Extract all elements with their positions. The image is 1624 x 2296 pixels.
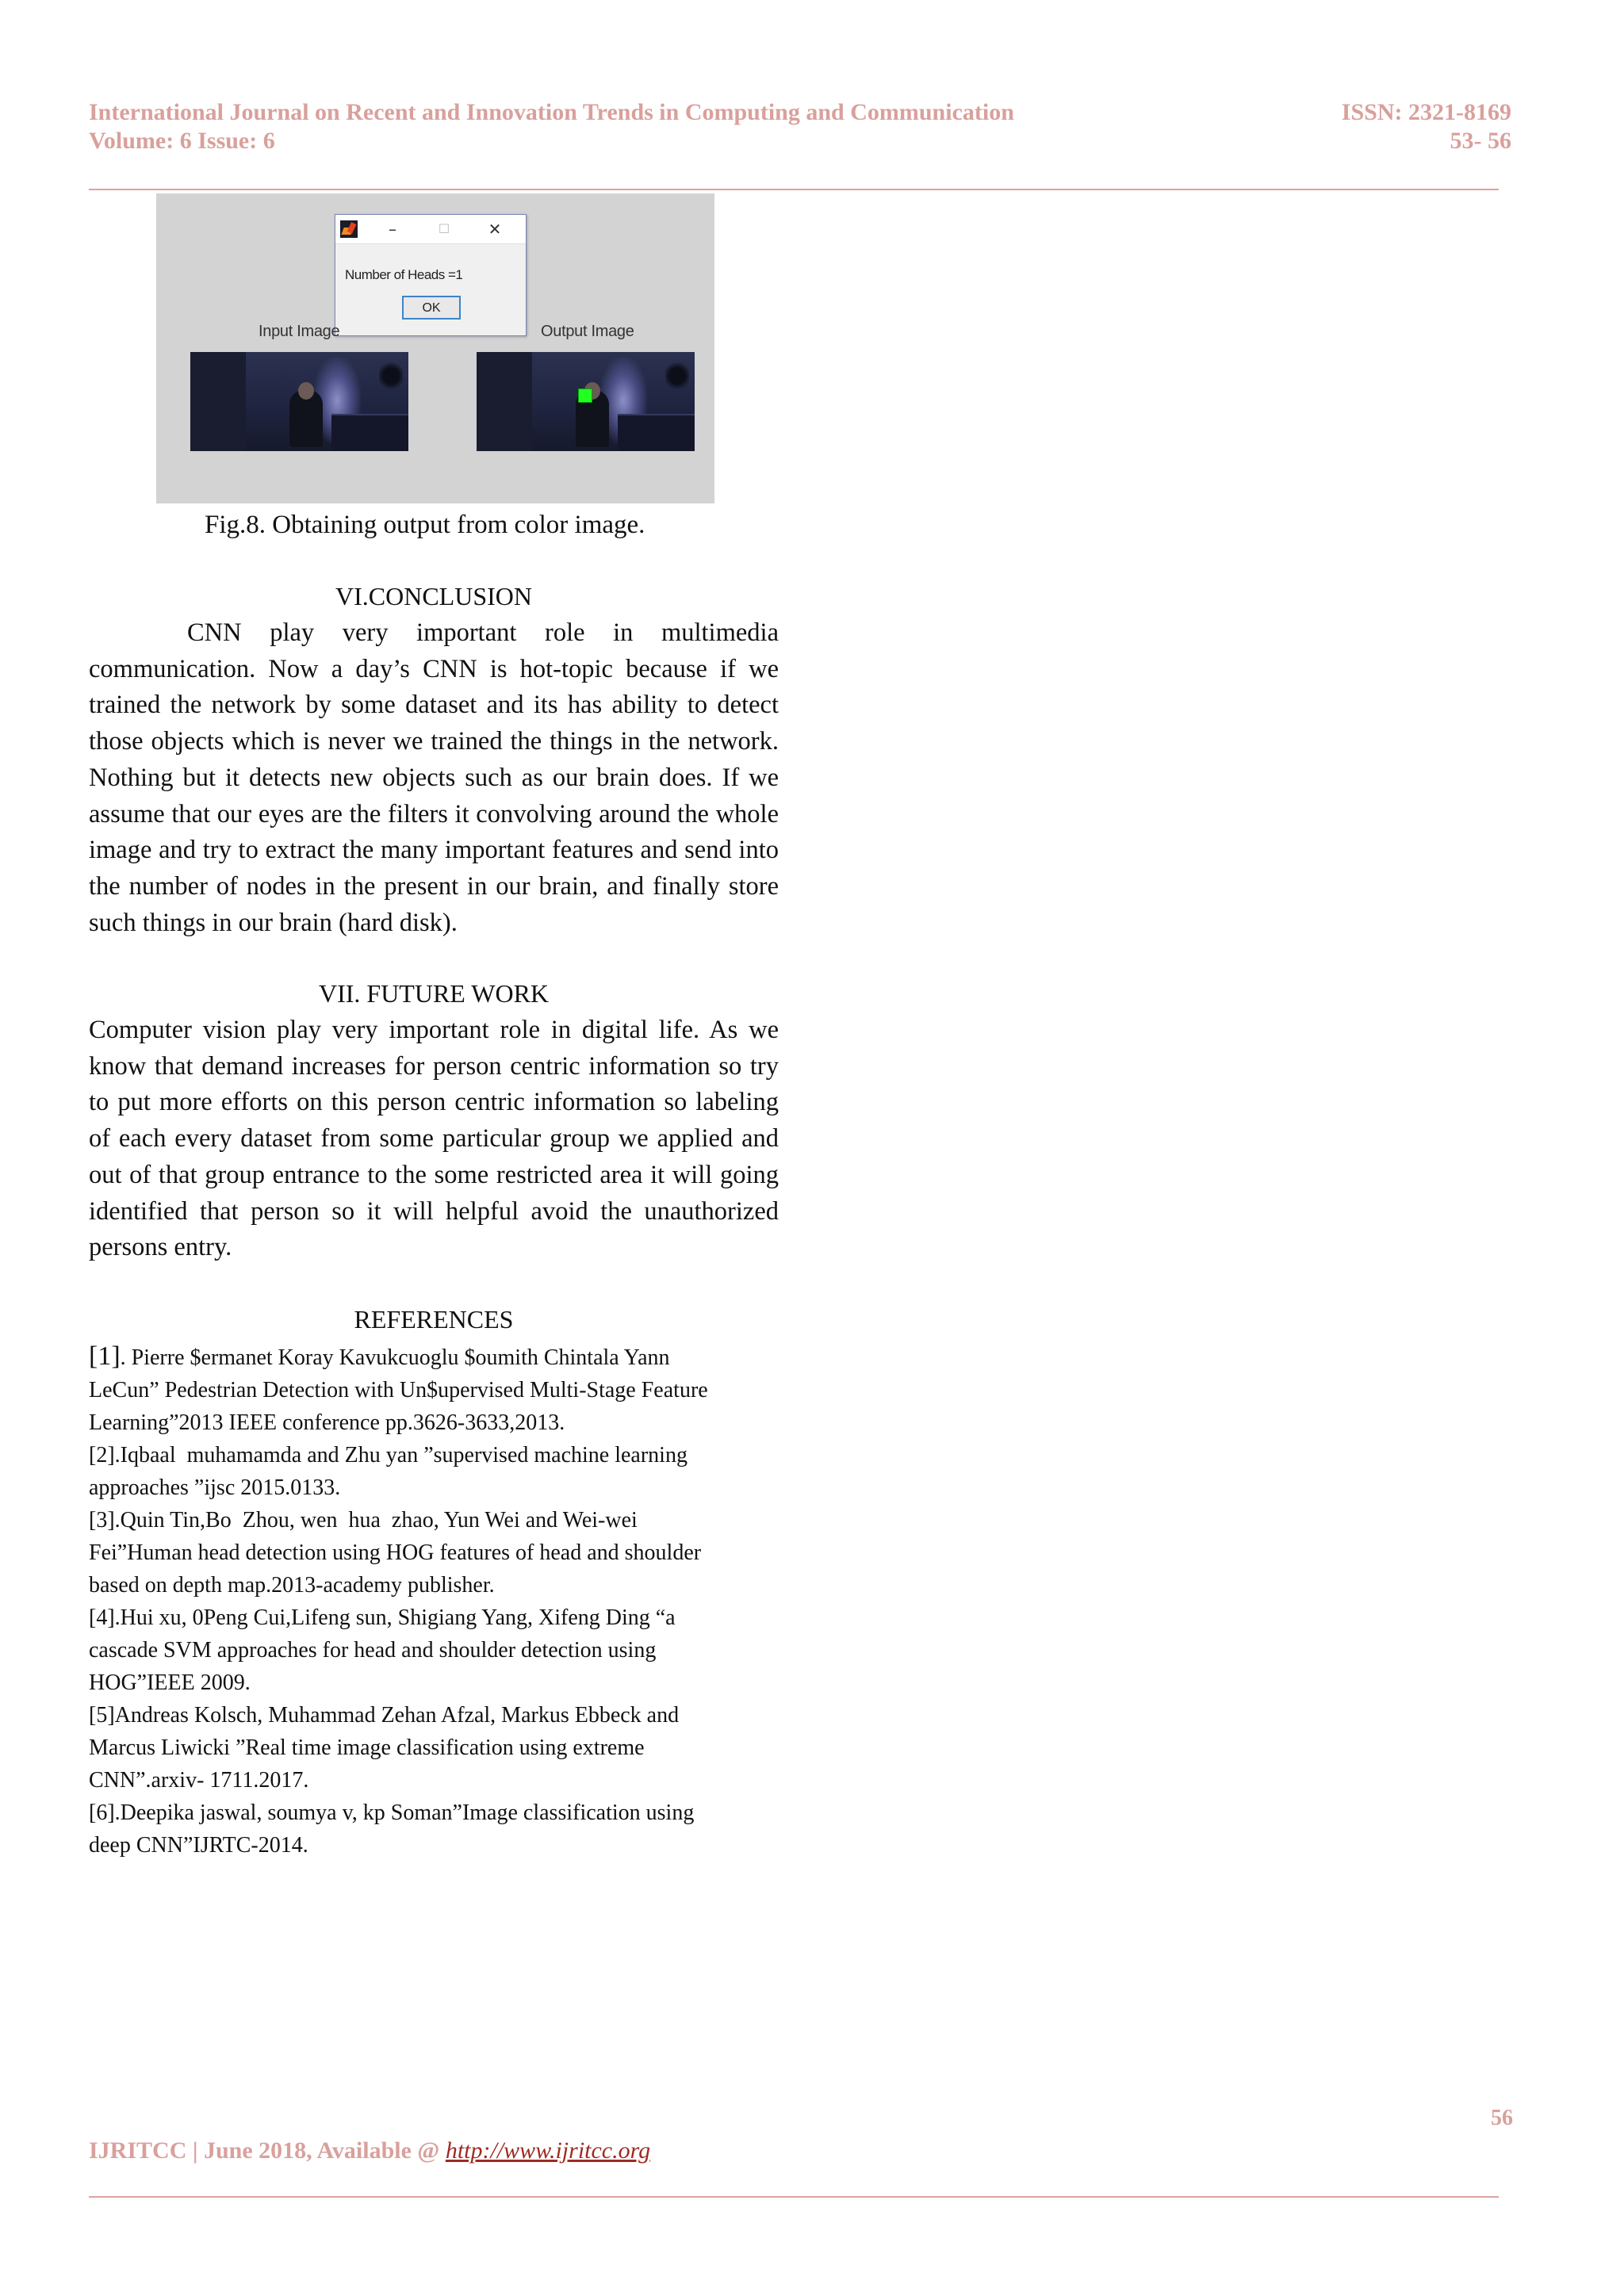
output-image: [477, 352, 695, 451]
reference-list: [89, 1340, 787, 1862]
reference-2: [2].Iqbaal muhamamda and Zhu yan ”supervised machine learning approaches ”ijsc 2015.0133.: [89, 1443, 688, 1500]
reference-4: [4].Hui xu, 0Peng Cui,Lifeng sun, Shigiang Yang, Xifeng Ding “a cascade SVM approaches for head and shoulder detection using HOG”IEEE 2009.: [89, 1605, 676, 1695]
reference-3: [3].Quin Tin,Bo Zhou, wen hua zhao, Yun Wei and Wei-wei Fei”Human head detection using HOG features of head and shoulder based on depth map.2013-academy publisher.: [89, 1508, 702, 1598]
reference-6: [6].Deepika jaswal, soumya v, kp Soman”Image classification using deep CNN”IJRTC-2014.: [89, 1800, 695, 1858]
references-heading: REFERENCES: [354, 1305, 514, 1334]
figure-caption: Fig.8. Obtaining output from color image.: [205, 511, 645, 539]
figure-8-screenshot: [156, 193, 714, 503]
input-image-label: Input Image: [259, 323, 340, 340]
dialog-message: Number of Heads =1: [345, 267, 463, 282]
header-rule: [89, 189, 1499, 190]
journal-title: International Journal on Recent and Innovation Trends in Computing and Communication: [89, 99, 1014, 125]
reference-5: [5]Andreas Kolsch, Muhammad Zehan Afzal, Markus Ebbeck and Marcus Liwicki ”Real time image classification using extreme CNN”.arxiv- 1711.2017.: [89, 1703, 680, 1793]
volume-issue: Volume: 6 Issue: 6: [89, 128, 275, 154]
ok-button[interactable]: OK: [402, 296, 461, 320]
maximize-icon[interactable]: ☐: [438, 221, 450, 236]
output-image-label: Output Image: [541, 323, 634, 340]
dialog-titlebar: [335, 215, 526, 244]
head-detection-box: [578, 388, 592, 403]
matlab-icon: [340, 220, 358, 238]
footer: [89, 2137, 650, 2164]
input-image: [190, 352, 408, 451]
future-work-heading: VII. FUTURE WORK: [318, 979, 550, 1008]
page-number: 56: [1491, 2106, 1513, 2130]
footer-text: IJRITCC | June 2018, Available @: [89, 2137, 446, 2164]
conclusion-paragraph: CNN play very important role in multimedia communication. Now a day’s CNN is hot-topic because if we trained the network by some dataset and its has ability to detect those objects which is never we trained the things in the network. Nothing but it detects new objects such as our brain does. If we assume that our eyes are the filters it convolving around the whole image and try to extract the many important features and send into the number of nodes in the present in our brain, and finally store such things in our brain (hard disk).: [89, 618, 779, 937]
close-icon[interactable]: ✕: [488, 220, 502, 239]
conclusion-heading: VI.CONCLUSION: [335, 582, 532, 610]
message-dialog: [335, 214, 527, 336]
issn: ISSN: 2321-8169: [1341, 99, 1511, 125]
footer-rule: [89, 2196, 1499, 2198]
reference-1: [1]. Pierre $ermanet Koray Kavukcuoglu $oumith Chintala Yann LeCun” Pedestrian Detection with Un$upervised Multi-Stage Feature Learning”2013 IEEE conference pp.3626-3633,2013.: [89, 1341, 708, 1435]
journal-link[interactable]: http://www.ijritcc.org: [445, 2137, 651, 2164]
future-work-paragraph: Computer vision play very important role in digital life. As we know that demand increases for person centric information so try to put more efforts on this person centric information so labeling of each every dataset from some particular group we applied and out of that group entrance to the some restricted area it will going identified that person so it will helpful avoid the unauthorized persons entry.: [89, 1016, 779, 1262]
page-range: 53- 56: [1450, 128, 1511, 154]
minimize-icon[interactable]: –: [389, 220, 396, 239]
